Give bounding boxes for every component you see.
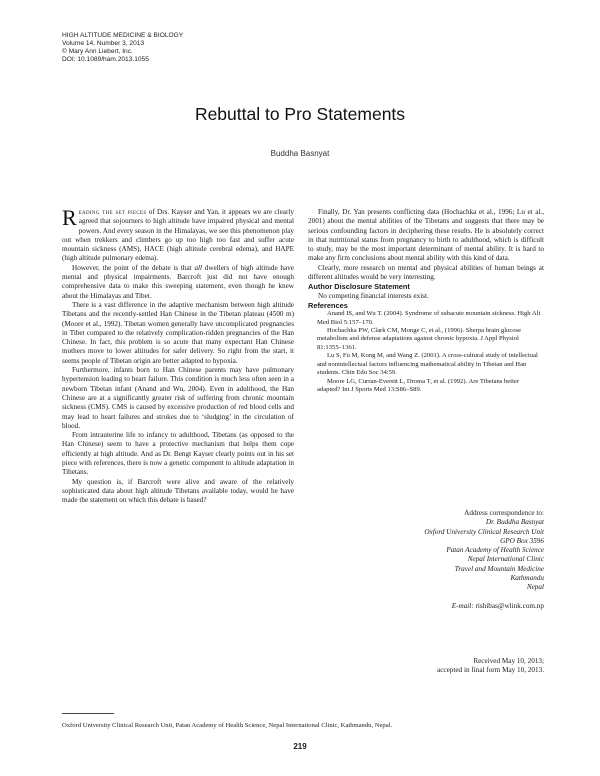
references-heading: References [308, 300, 348, 310]
paragraph [62, 205, 294, 264]
email-label: E-mail: [451, 601, 474, 610]
paragraph: My question is, if Barcroft were alive and aware of the relatively sophisticated data about high altitude Tibetans available today, would he have made the statement on which this debate is based? [62, 477, 294, 505]
drop-cap: R [62, 205, 77, 230]
right-column [308, 208, 544, 394]
correspondence-line: Nepal International Clinic [467, 555, 544, 564]
reference-item: Hochachka PW, Clark CM, Monge C, et al., (1996). Sherpa brain glucose metabolism and defense adaptations against chronic hypoxia. J Appl Physiol 81:1355–1361. [317, 327, 522, 351]
correspondence-block [420, 509, 544, 611]
left-column [62, 205, 294, 506]
accepted-line: accepted in final form May 10, 2013. [437, 666, 544, 675]
doi: DOI: 10.1089/ham.2013.1055 [62, 56, 149, 63]
correspondence-line: Oxford University Clinical Research Unit [424, 527, 544, 536]
received-line: Received May 10, 2013; [473, 657, 544, 665]
page-number: 219 [293, 742, 307, 751]
reference-item: Moore LG, Curran-Everett L, Droma T, et al. (1992). Are Tibetans better adapted? Int J Sports Med 13:S86–S89. [317, 377, 520, 393]
author-name: Buddha Basnyat [270, 149, 330, 158]
journal-name: HIGH ALTITUDE MEDICINE & BIOLOGY [62, 32, 184, 39]
volume-info: Volume 14, Number 3, 2013 [62, 40, 145, 47]
paragraph: There is a vast difference in the adaptive mechanism between high altitude Tibetans and the recently-settled Han Chinese in the Tibetan plateau (4500 m) (Moore et al., 1992). Tibetan women generally have uncomplicated pregnancies in Tibet compared to the relatively complication-ridden pregnancies of the Han Chinese. In fact, this problem is so acute that many expectant Han Chinese mothers move to lower altitudes for safer delivery. So right from the start, it seems people of Tibetan origin are better adapted to hypoxia. [62, 300, 294, 365]
disclosure-text: No competing financial interests exist. [318, 291, 429, 300]
correspondence-line: GPO Box 3596 [500, 536, 544, 545]
correspondence-line: Nepal [526, 583, 544, 592]
paragraph-text: However, the point of the debate is that [72, 263, 195, 272]
disclosure-heading: Author Disclosure Statement [308, 282, 410, 292]
paragraph-text: of Drs. Kayser and Yan, it appears we are clearly agreed that sojourners to high altitude have impaired physical and mental powers. And every season in the Himalayas, we see this phenomenon play out when trekkers and climbers go up too high too fast and suffer acute mountain sickness (AMS), HACE (high altitude cerebral edema), and HAPE (high altitude pulmonary edema). [62, 208, 294, 263]
correspondence-line: Travel and Mountain Medicine [454, 564, 544, 573]
correspondence-line: Patan Academy of Health Science [446, 546, 544, 555]
reference-item: Lu S, Fu M, Kong M, and Wang Z. (2001). A cross-cultural study of intellectual and nonintellectual factors influencing mathematical ability in Tibetan and Han students. Chin Edu Soc 34:59. [317, 352, 538, 377]
footnote-rule [62, 713, 114, 714]
email-line [420, 602, 544, 611]
journal-header [62, 32, 183, 64]
correspondence-line: Kathmandu [510, 574, 544, 583]
copyright: © Mary Ann Liebert, Inc. [62, 48, 133, 55]
article-title: Rebuttal to Pro Statements [194, 104, 406, 124]
paragraph [62, 264, 294, 301]
correspondence-label: Address correspondence to: [464, 509, 544, 517]
correspondence-line: Dr. Buddha Basnyat [485, 518, 544, 527]
paragraph-text: dwellers of high altitude have mental and physical impairments. Barcroft just did not have enough comprehensive data to make this sweeping statement, even though he knew about the Himalayas and Tibet. [62, 263, 294, 300]
paragraph: Finally, Dr. Yan presents conflicting data (Hochachka et al., 1996; Lu et al., 2001) about the mental abilities of the Tibetans and suggests that there may be serious confounding factors in deciphering these results. He is absolutely correct in that nutritional status from pregnancy to birth to adulthood, which is difficult to study, may be the most important determinant of mental ability. It is hard to make any firm conclusions about mental ability with this kind of data. [308, 208, 544, 263]
reference-item: Anand IS, and Wu T. (2004). Syndrome of subacute mountain sickness. High Alt Med Biol 5:157–170. [317, 310, 541, 326]
received-dates [420, 657, 544, 676]
lead-in: eading the set pieces [78, 208, 147, 216]
affiliation-footnote: Oxford University Clinical Research Unit, Patan Academy of Health Science, Nepal International Clinic, Kathmandu, Nepal. [62, 722, 393, 729]
paragraph: From intrauterine life to infancy to adulthood, Tibetans (as opposed to the Han Chinese) seem to have a protective mechanism that helps them cope efficiently at high altitude. And as Dr. Bengt Kayser clearly points out in his set piece with references, there is now a genetic component to altitude adaptation in Tibetans. [62, 431, 294, 477]
emphasis: all [194, 263, 203, 272]
reference-list [308, 310, 544, 394]
email-address[interactable]: rishibas@wlink.com.np [473, 601, 544, 610]
paragraph: Furthermore, infants born to Han Chinese parents may have pulmonary hypertension leading to heart failure. This condition is much less often seen in a newborn Tibetan infant (Anand and Wu, 2004). Even in adulthood, the Han Chinese are at a significantly greater risk of suffering from chronic mountain sickness (CMS). CMS is caused by excessive production of red blood cells and may lead to heart failures and strokes due to ‘sludging’ in the circulation of blood. [62, 366, 294, 430]
paragraph: Clearly, more research on mental and physical abilities of human beings at different altitudes would be very interesting. [308, 263, 544, 282]
